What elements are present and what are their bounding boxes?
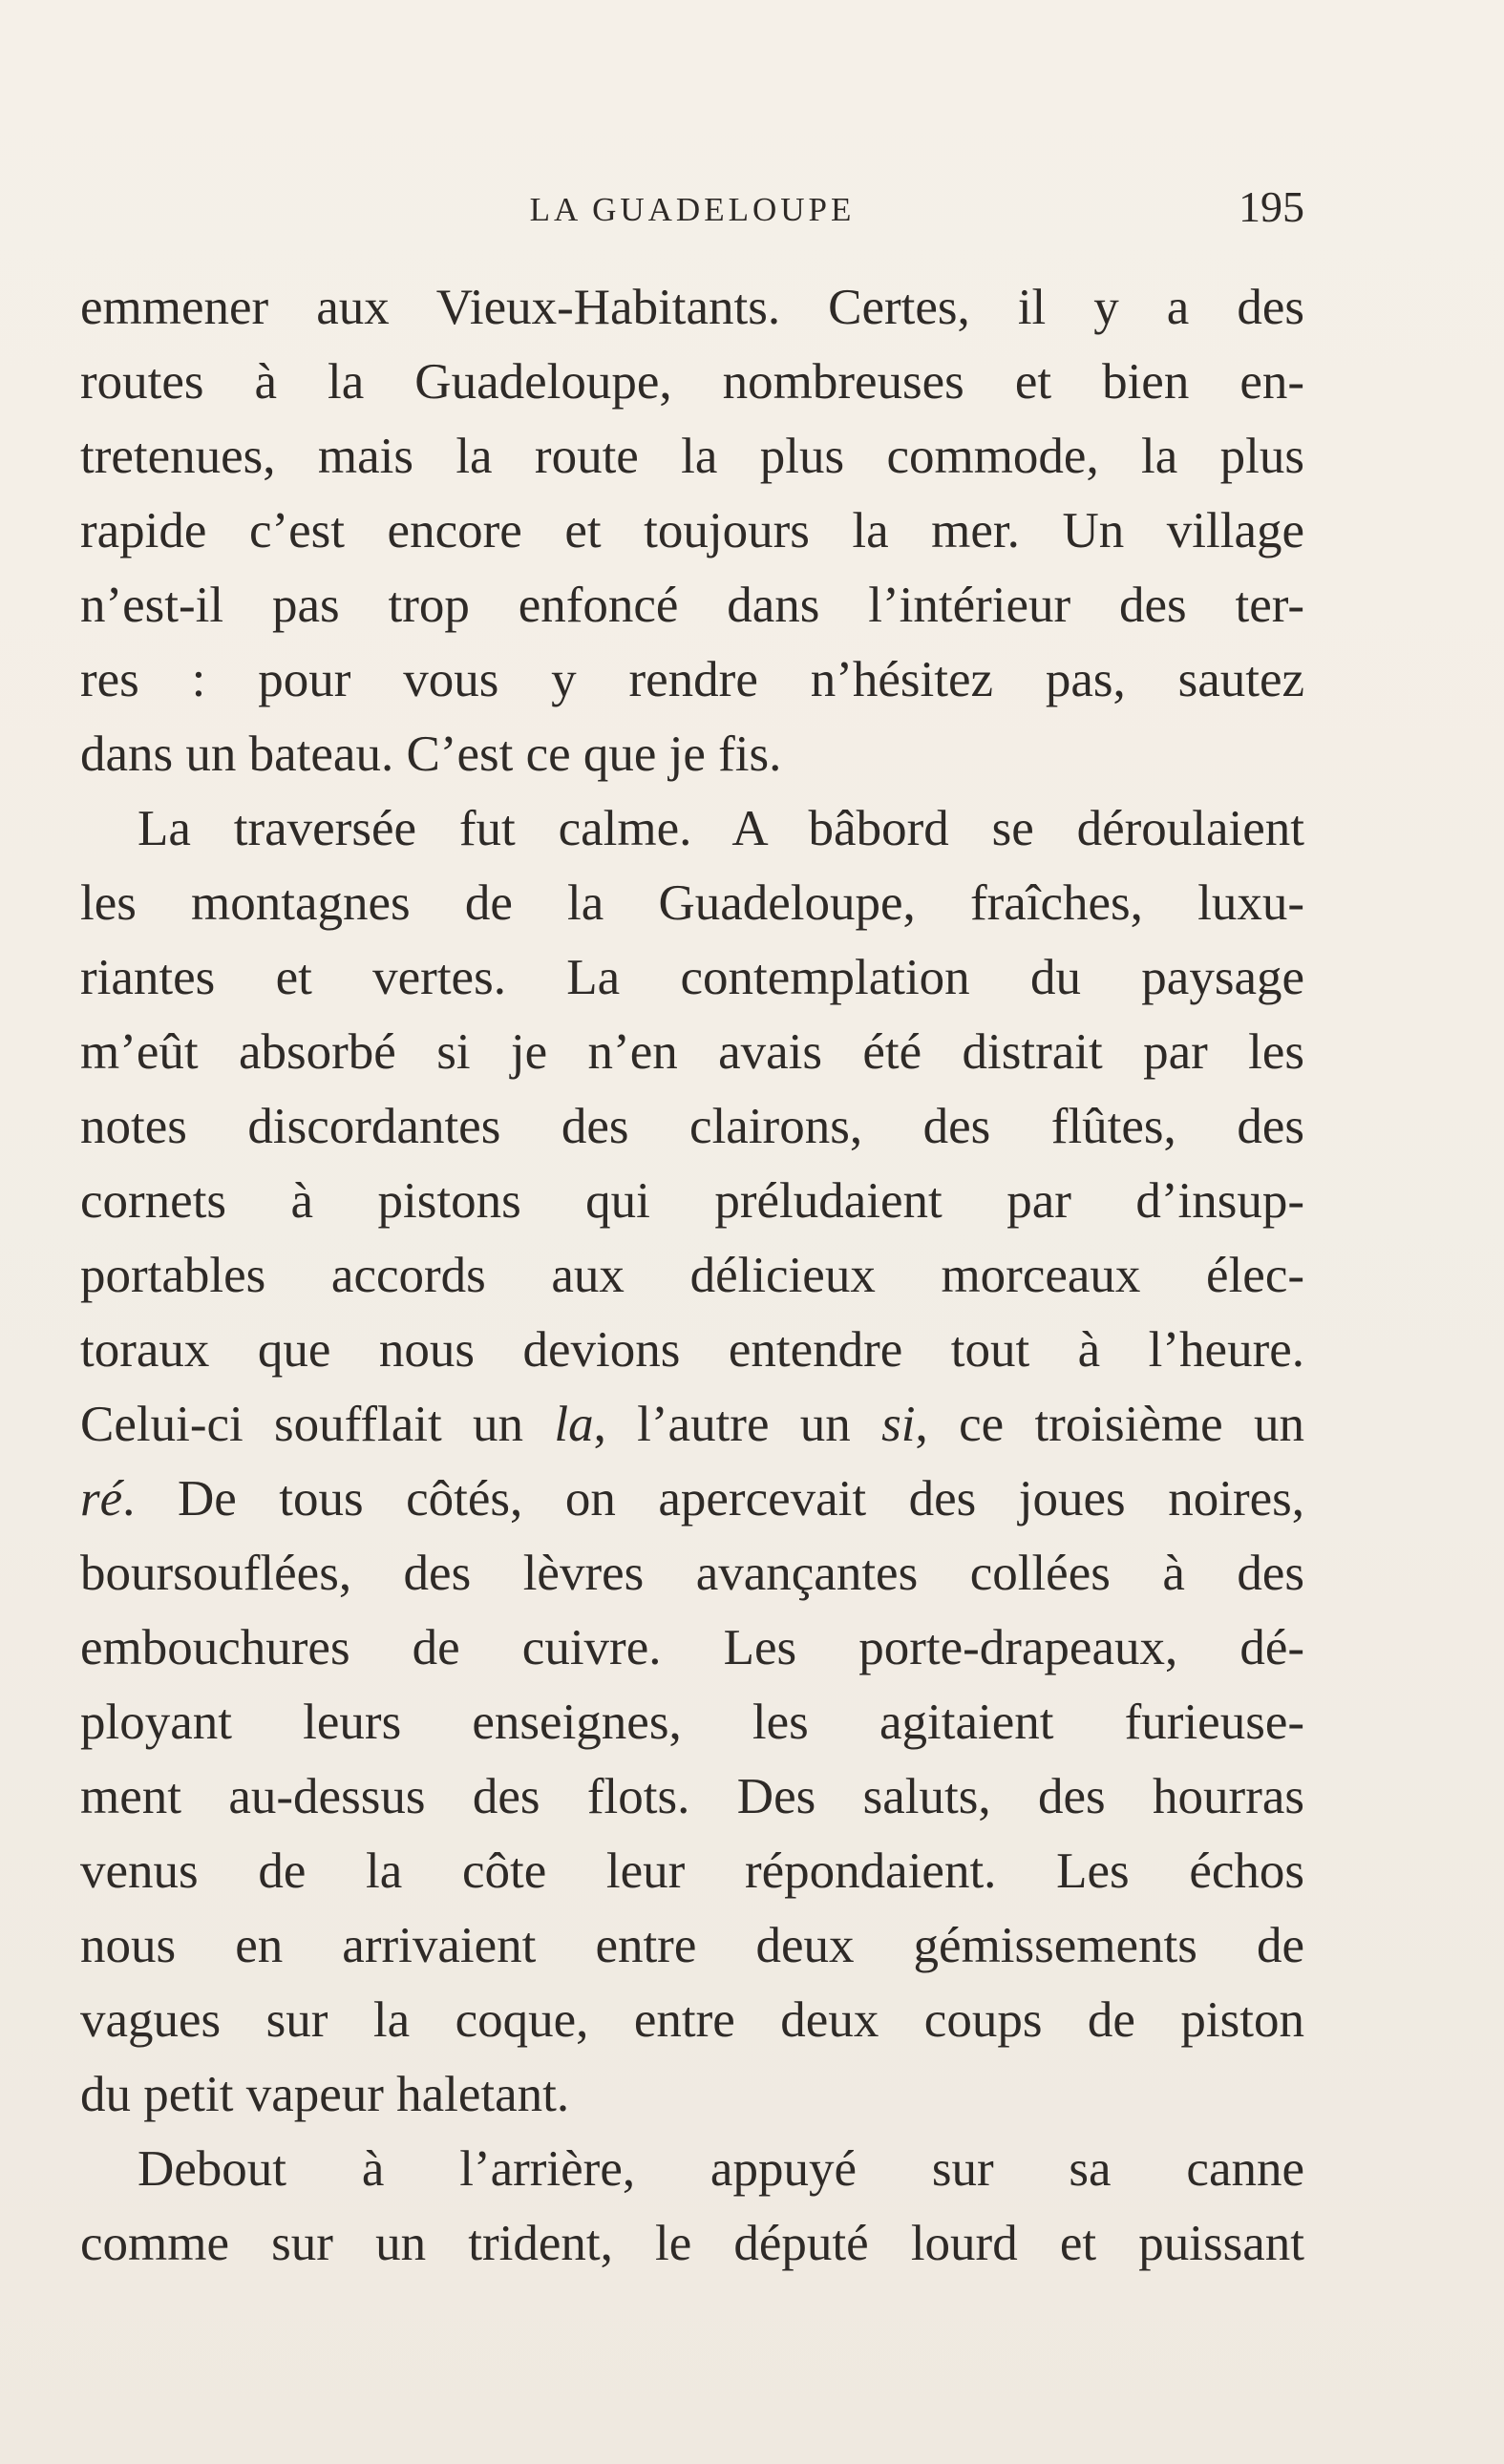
text-line: res : pour vous y rendre n’hésitez pas, sautez [80, 652, 1304, 707]
musical-note-italic: la [554, 1397, 594, 1452]
text-line: ployant leurs enseignes, les agitaient furieuse- [80, 1695, 1304, 1750]
text-line: emmener aux Vieux-Habitants. Certes, il y a des [80, 280, 1304, 335]
text-line: tretenues, mais la route la plus commode, la plus [80, 429, 1304, 484]
text-line: toraux que nous devions entendre tout à l’heure. [80, 1322, 1304, 1378]
text-line: les montagnes de la Guadeloupe, fraîches, luxu- [80, 875, 1304, 931]
text-line: cornets à pistons qui préludaient par d’insup- [80, 1173, 1304, 1229]
body-text [80, 270, 1304, 2281]
text-line: venus de la côte leur répondaient. Les échos [80, 1843, 1304, 1899]
text-line: embouchures de cuivre. Les porte-drapeaux, dé- [80, 1620, 1304, 1675]
text-segment: , l’autre un [593, 1397, 882, 1452]
text-line: comme sur un trident, le député lourd et puissant [80, 2216, 1304, 2271]
text-line: m’eût absorbé si je n’en avais été distrait par les [80, 1024, 1304, 1080]
text-segment: Celui-ci soufflait un [80, 1397, 555, 1452]
text-line: rapide c’est encore et toujours la mer. Un village [80, 503, 1304, 558]
text-line: du petit vapeur haletant. [80, 2067, 570, 2122]
text-segment: , ce troisième un [915, 1397, 1304, 1452]
text-line [80, 1387, 1304, 1462]
text-line: La traversée fut calme. A bâbord se déroulaient [138, 801, 1304, 856]
text-line: riantes et vertes. La contemplation du paysage [80, 950, 1304, 1005]
text-line: n’est-il pas trop enfoncé dans l’intérieur des ter- [80, 578, 1304, 633]
text-segment: . De tous côtés, on apercevait des joues noires, [122, 1471, 1304, 1527]
text-line: Debout à l’arrière, appuyé sur sa canne [138, 2141, 1304, 2197]
text-line: boursouflées, des lèvres avançantes collées à des [80, 1546, 1304, 1601]
text-line: routes à la Guadeloupe, nombreuses et bien en- [80, 354, 1304, 410]
page-number: 195 [1239, 182, 1304, 231]
running-title: LA GUADELOUPE [529, 191, 856, 228]
text-line: nous en arrivaient entre deux gémissements de [80, 1918, 1304, 1973]
musical-note-italic: si [881, 1397, 916, 1452]
text-line: vagues sur la coque, entre deux coups de piston [80, 1992, 1304, 2048]
text-line: ment au-dessus des flots. Des saluts, des hourras [80, 1769, 1304, 1824]
text-line [80, 1462, 1304, 1536]
text-line: notes discordantes des clairons, des flûtes, des [80, 1099, 1304, 1154]
musical-note-italic: ré [80, 1471, 123, 1527]
page-header [80, 181, 1304, 239]
text-line: dans un bateau. C’est ce que je fis. [80, 727, 782, 782]
text-line: portables accords aux délicieux morceaux élec- [80, 1248, 1304, 1303]
